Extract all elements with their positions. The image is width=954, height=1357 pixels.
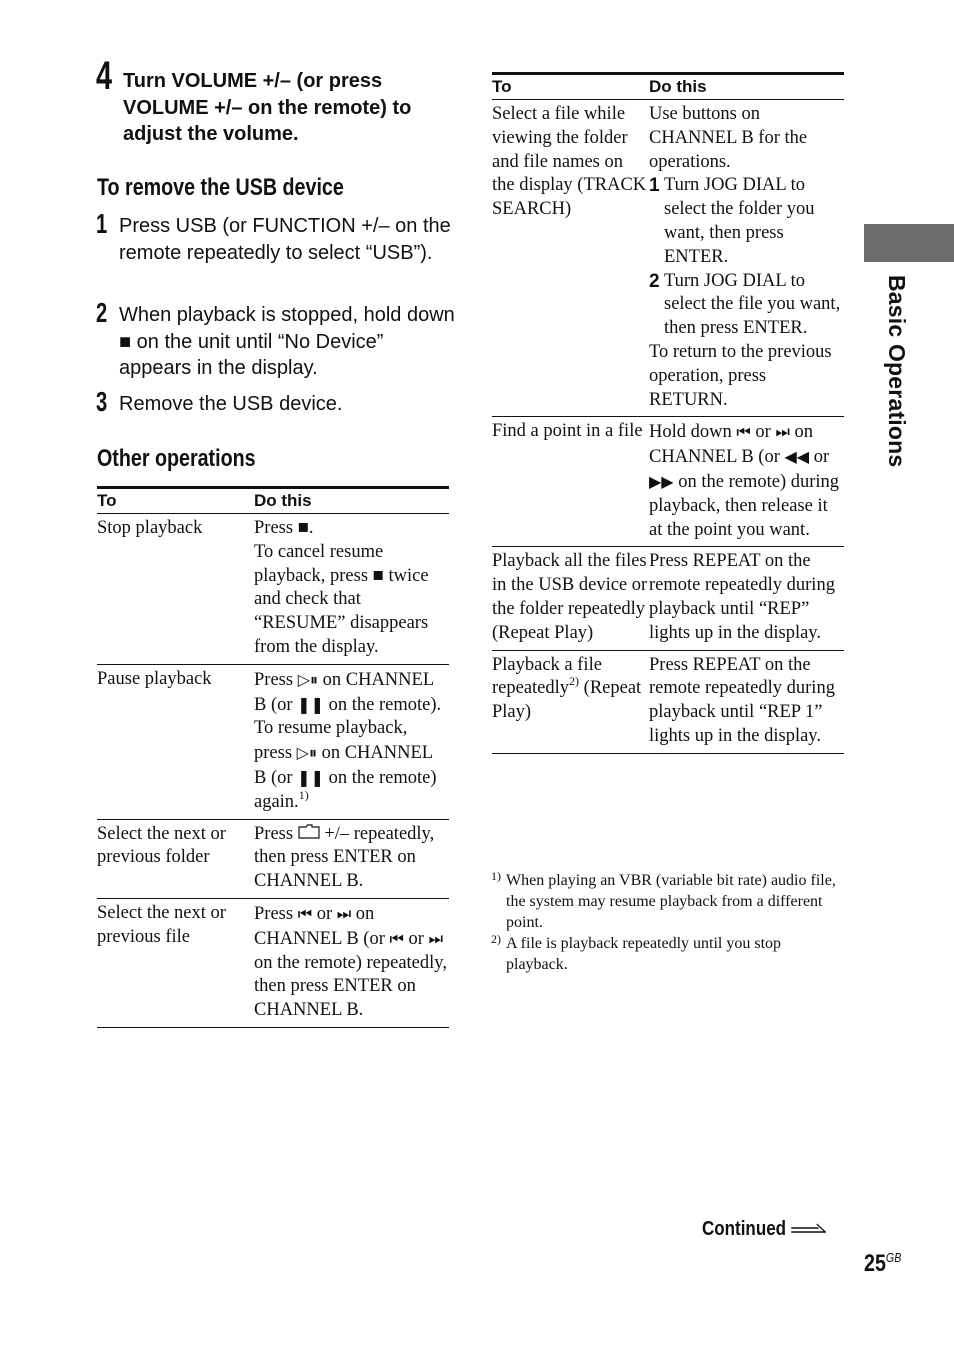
- page-number: $25^{GB}$: [864, 1250, 902, 1277]
- other-operations-title: Other operations: [97, 445, 256, 472]
- row-to: Pause playback: [97, 664, 254, 819]
- remove-usb-title: To remove the USB device: [97, 174, 344, 201]
- row-do-this: Press REPEAT on the remote repeatedly during playback until “REP” lights up in the display.: [649, 547, 844, 650]
- next-track-outline-icon: ⏭: [336, 903, 352, 923]
- stop-icon: ■: [297, 518, 309, 538]
- row-do-this: Use buttons on CHANNEL B for the operations. 1 Turn JOG DIAL to select the folder you want, then press ENTER. 2 Turn JOG DIAL to select the file you want, then press ENTER. To return to the previous operation, press RETURN.: [649, 100, 844, 417]
- table-row: [492, 417, 844, 547]
- remove-step-1-number: 1: [96, 208, 108, 239]
- row-to: Stop playback: [97, 514, 254, 665]
- row-to: Playback all the files in the USB device or the folder repeatedly (Repeat Play): [492, 547, 649, 650]
- section-tab-marker: [864, 224, 954, 262]
- row-to: Find a point in a file: [492, 417, 649, 547]
- right-operations-table: [492, 72, 844, 754]
- footnote: 1) When playing an VBR (variable bit rate) audio file, the system may resume playback from a different point.: [491, 869, 836, 931]
- substep: 1 Turn JOG DIAL to select the folder you want, then press ENTER.: [649, 175, 815, 267]
- row-do-this: Press REPEAT on the remote repeatedly during playback until “REP 1” lights up in the display.: [649, 650, 844, 753]
- row-do-this: Hold down ⏮ or ⏭ on CHANNEL B (or ◀◀ or ▶▶ on the remote) during playback, then release it at the point you want.: [649, 417, 844, 547]
- row-to: Select the next or previous folder: [97, 819, 254, 898]
- next-track-outline-icon: ⏭: [775, 422, 790, 442]
- header-do-this: Do this: [254, 488, 449, 514]
- table-row: [492, 547, 844, 650]
- footnotes: [491, 870, 836, 975]
- remove-step-3-text: Remove the USB device.: [119, 393, 343, 415]
- header-do-this: Do this: [649, 74, 844, 100]
- stop-icon: ■: [372, 565, 384, 586]
- stop-icon: ■: [119, 330, 132, 353]
- remove-step-3-number: 3: [96, 386, 108, 417]
- pause-icon: ❚❚: [297, 694, 324, 714]
- footnote: 2) A file is playback repeatedly until you stop playback.: [491, 932, 782, 973]
- prev-track-outline-icon: ⏮: [297, 903, 313, 923]
- row-do-this: Press ▷⏸ on CHANNEL B (or ❚❚ on the remote). To resume playback, press ▷⏸ on CHANNEL B (or ❚❚ on the remote) again.$^{1)}$: [254, 664, 449, 819]
- table-row: [97, 664, 449, 819]
- table-row: [97, 514, 449, 665]
- continued-label: Continued: [702, 1218, 826, 1241]
- table-row: [492, 650, 844, 753]
- row-do-this: Press ■. To cancel resume playback, press ■ twice and check that “RESUME” disappears from the display.: [254, 514, 449, 665]
- pause-icon: ❚❚: [297, 767, 324, 787]
- next-track-icon: ⏭: [428, 928, 443, 948]
- step-4-text: Turn VOLUME +/– (or press VOLUME +/– on the remote) to adjust the volume.: [123, 70, 412, 145]
- remove-step-1-text: Press USB (or FUNCTION +/– on the remote repeatedly to select “USB”).: [119, 215, 451, 264]
- other-operations-table: [97, 486, 449, 1028]
- row-to: Playback a file repeatedly$^{2)}$ (Repeat Play): [492, 650, 649, 753]
- table-row: [492, 100, 844, 417]
- table-header: [492, 74, 844, 100]
- rewind-icon: ◀◀: [784, 447, 810, 467]
- table-row: [97, 898, 449, 1027]
- play-pause-icon: ▷⏸: [297, 669, 318, 689]
- prev-track-outline-icon: ⏮: [736, 422, 751, 442]
- header-to: To: [97, 488, 254, 514]
- table-row: [97, 819, 449, 898]
- row-do-this: Press +/– repeatedly, then press ENTER on CHANNEL B.: [254, 819, 449, 898]
- row-to: Select a file while viewing the folder and file names on the display (TRACK SEARCH): [492, 100, 649, 417]
- header-to: To: [492, 74, 649, 100]
- continued-arrow-icon: [791, 1218, 827, 1240]
- play-pause-icon: ▷⏸: [296, 743, 317, 763]
- table-header: [97, 488, 449, 514]
- row-to: Select the next or previous file: [97, 898, 254, 1027]
- substep: 2 Turn JOG DIAL to select the file you want, then press ENTER.: [649, 270, 841, 339]
- fast-forward-icon: ▶▶: [649, 471, 674, 491]
- prev-track-icon: ⏮: [389, 928, 404, 948]
- remove-step-2-number: 2: [96, 297, 108, 328]
- remove-step-2-text: When playback is stopped, hold down ■ on the unit until “No Device” appears in the display.: [119, 304, 455, 379]
- row-do-this: Press ⏮ or ⏭ on CHANNEL B (or ⏮ or ⏭ on the remote) repeatedly, then press ENTER on CHANNEL B.: [254, 898, 449, 1027]
- folder-icon: [298, 824, 320, 844]
- step-4-number: 4: [96, 54, 113, 98]
- side-section-label: Basic Operations: [884, 275, 910, 468]
